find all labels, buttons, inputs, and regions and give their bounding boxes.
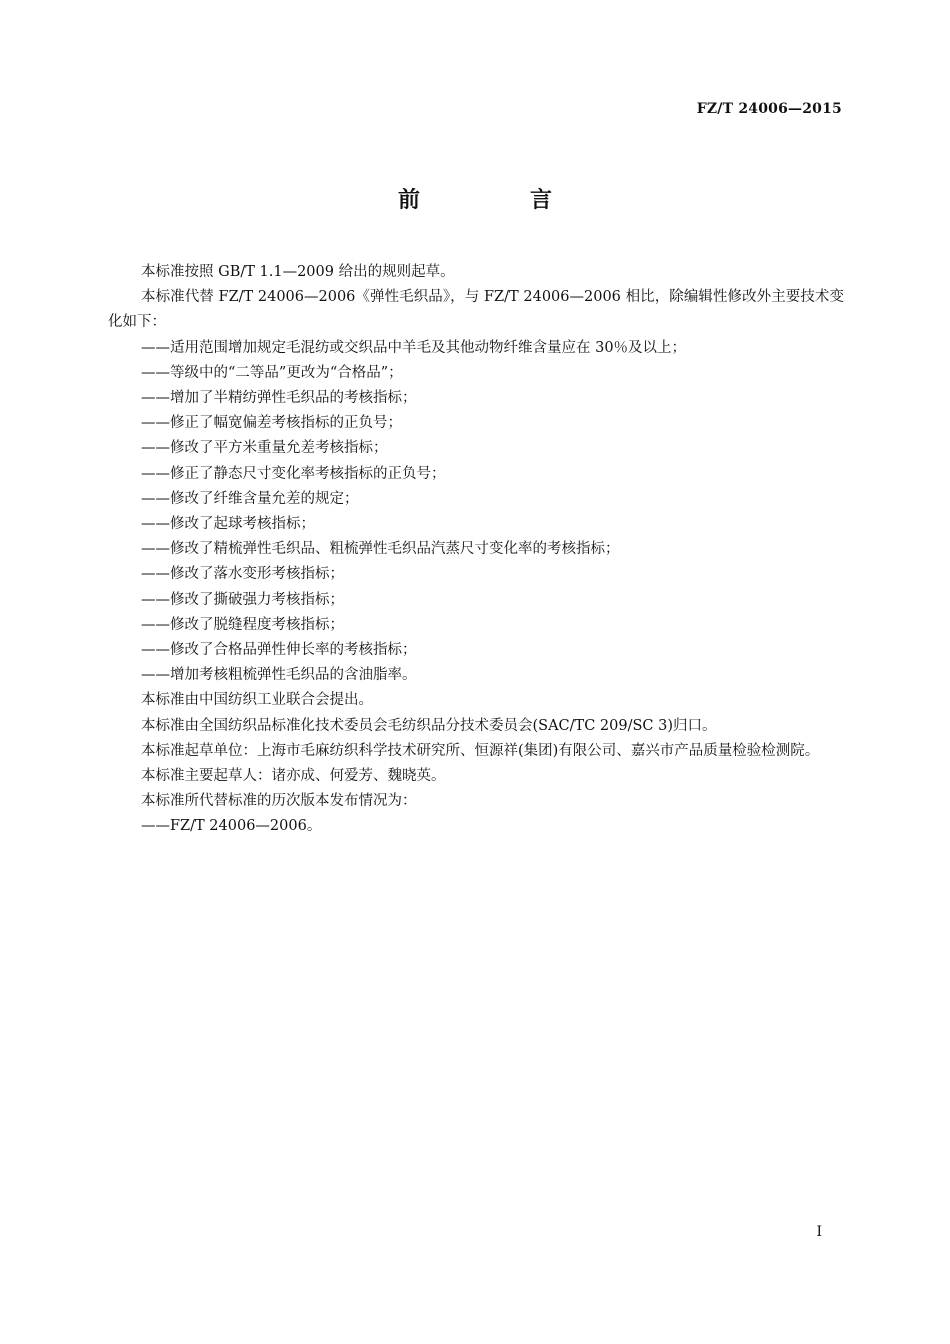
paragraph: 本标准主要起草人：诸亦成、何爱芳、魏晓英。 <box>141 768 446 785</box>
paragraph: 本标准按照 GB/T 1.1—2009 给出的规则起草。 <box>141 264 455 280</box>
list-item: ——增加考核粗梳弹性毛织品的含油脂率。 <box>141 667 417 684</box>
list-item: ——修改了落水变形考核指标； <box>141 566 344 583</box>
list-item: ——增加了半精纺弹性毛织品的考核指标； <box>141 390 417 407</box>
list-item: ——修改了精梳弹性毛织品、粗梳弹性毛织品汽蒸尺寸变化率的考核指标； <box>141 541 620 558</box>
list-item: ——修正了静态尺寸变化率考核指标的正负号； <box>141 465 446 482</box>
list-item: ——修改了平方米重量允差考核指标； <box>141 440 388 457</box>
paragraph: 本标准所代替标准的历次版本发布情况为： <box>141 793 417 810</box>
list-item: ——等级中的“二等品”更改为“合格品”； <box>141 364 403 381</box>
page-number: I <box>816 1224 822 1240</box>
list-item: ——修改了脱缝程度考核指标； <box>141 616 344 633</box>
standard-code: FZ/T 24006—2015 <box>696 101 842 117</box>
paragraph: 本标准起草单位：上海市毛麻纺织科学技术研究所、恒源祥(集团)有限公司、嘉兴市产品质量检验检测院。 <box>141 742 820 759</box>
document-body <box>108 260 844 840</box>
list-item: ——修改了撕破强力考核指标； <box>141 591 344 608</box>
paragraph: 本标准由全国纺织品标准化技术委员会毛纺织品分技术委员会(SAC/TC 209/SC 3)归口。 <box>141 717 717 734</box>
list-item: ——修改了纤维含量允差的规定； <box>141 490 359 507</box>
list-item: ——修改了起球考核指标； <box>141 516 315 533</box>
page-title: 前 言 <box>397 187 596 213</box>
list-item: ——FZ/T 24006—2006。 <box>141 818 322 835</box>
paragraph: 本标准代替 FZ/T 24006—2006《弹性毛织品》，与 FZ/T 24006—2006 相比，除编辑性修改外主要技术变化如下： <box>108 289 844 331</box>
list-item: ——适用范围增加规定毛混纺或交织品中羊毛及其他动物纤维含量应在 30％及以上； <box>141 339 687 356</box>
list-item: ——修改了合格品弹性伸长率的考核指标； <box>141 642 417 659</box>
list-item: ——修正了幅宽偏差考核指标的正负号； <box>141 415 402 432</box>
paragraph: 本标准由中国纺织工业联合会提出。 <box>141 692 373 709</box>
